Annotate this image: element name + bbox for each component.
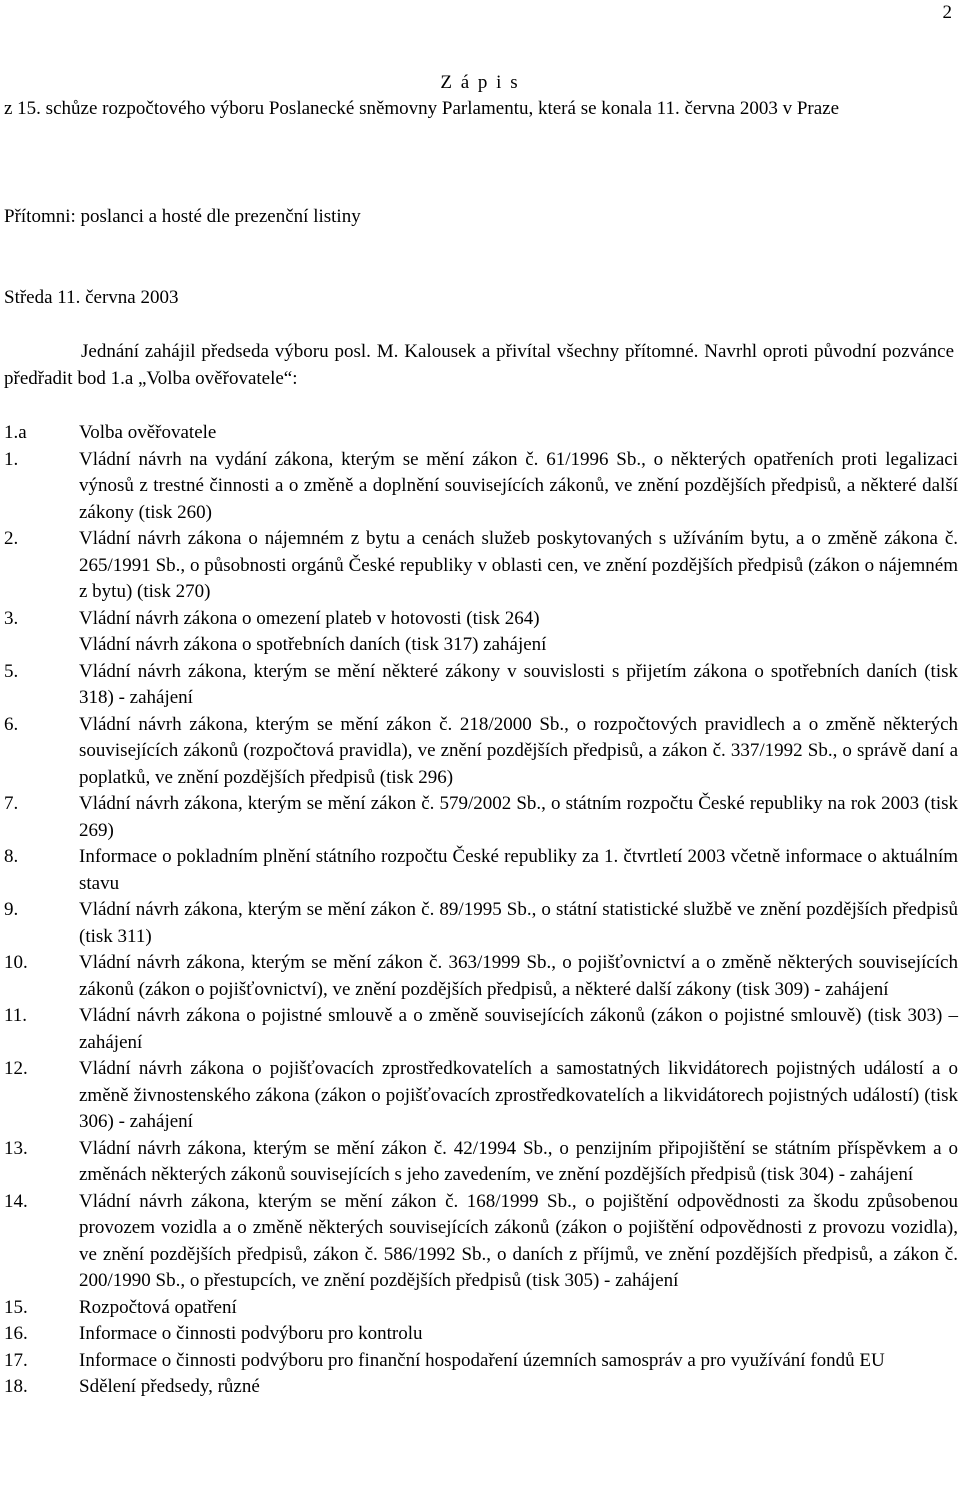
agenda-item-number: 5. <box>4 660 19 682</box>
agenda-item <box>4 526 958 606</box>
agenda-item-text: Vládní návrh zákona, kterým se mění zákon č. 218/2000 Sb., o rozpočtových pravidlech a o změně některých souvisejících zákonů (rozpočtová pravidla), ve znění pozdějších předpisů, a zákon č. 337/1992 Sb., o správě daní a poplatků, ve znění pozdějších předpisů (tisk 296) <box>79 713 958 788</box>
agenda-item <box>4 420 958 447</box>
intro-paragraph: Jednání zahájil předseda výboru posl. M. Kalousek a přivítal všechny přítomné. Navrhl oproti původní pozvánce předřadit bod 1.a „Volba ověřovatele“: <box>4 341 954 389</box>
agenda-item <box>4 1348 958 1375</box>
agenda-item <box>4 447 958 527</box>
agenda-item-text: Vládní návrh zákona o spotřebních daních (tisk 317) zahájení <box>79 634 547 655</box>
agenda-item-number: 3. <box>4 607 19 629</box>
agenda-item-text: Informace o pokladním plnění státního rozpočtu České republiky za 1. čtvrtletí 2003 včetně informace o aktuálním stavu <box>79 846 958 894</box>
agenda-item-number: 13. <box>4 1137 28 1159</box>
agenda-item <box>4 606 958 633</box>
attendance-line: Přítomni: poslanci a hosté dle prezenční listiny <box>4 206 361 227</box>
page-number: 2 <box>942 2 952 23</box>
meeting-date: Středa 11. června 2003 <box>4 287 179 308</box>
agenda-item <box>4 950 958 1003</box>
agenda-item-text: Vládní návrh zákona, kterým se mění zákon č. 168/1999 Sb., o pojištění odpovědnosti za škodu způsobenou provozem vozidla a o změně některých souvisejících zákonů (zákon o pojištění odpovědnosti z provozu vozidla), ve znění pozdějších předpisů, zákon č. 586/1992 Sb., o daních z příjmů, ve znění pozdějších předpisů, a zákon č. 200/1990 Sb., o přestupcích, ve znění pozdějších předpisů (tisk 305) - zahájení <box>79 1190 958 1291</box>
agenda-item <box>4 791 958 844</box>
agenda-item-text: Vládní návrh zákona o pojišťovacích zprostředkovatelích a samostatných likvidátorech pojistných událostí a o změně živnostenského zákona (zákon o pojišťovacích zprostředkovatelích a likvidátorech pojistných událostí) (tisk 306) - zahájení <box>79 1058 958 1132</box>
agenda-item-number: 16. <box>4 1323 28 1344</box>
agenda-item <box>4 1374 958 1401</box>
agenda-item <box>4 1003 958 1056</box>
agenda-item-number: 1. <box>4 448 19 470</box>
agenda-item-text: Volba ověřovatele <box>79 422 217 443</box>
agenda-item-text: Informace o činnosti podvýboru pro finanční hospodaření územních samospráv a pro využívání fondů EU <box>79 1349 885 1371</box>
agenda-item-text: Vládní návrh zákona o nájemném z bytu a cenách služeb poskytovaných s užíváním bytu, a o změně zákona č. 265/1991 Sb., o působnosti orgánů České republiky v oblasti cen, ve znění pozdějších předpisů (zákon o nájemném z bytu) (tisk 270) <box>79 528 958 602</box>
agenda-item-number: 1.a <box>4 422 27 443</box>
agenda-item-number: 2. <box>4 528 19 549</box>
agenda-item-text: Sdělení předsedy, různé <box>79 1376 260 1397</box>
agenda-item <box>4 712 958 792</box>
agenda-item-text: Informace o činnosti podvýboru pro kontrolu <box>79 1323 423 1344</box>
agenda-item-text: Vládní návrh zákona o omezení plateb v hotovosti (tisk 264) <box>79 607 540 629</box>
agenda-item <box>4 632 958 659</box>
agenda-item-number: 17. <box>4 1349 28 1371</box>
document-subtitle: z 15. schůze rozpočtového výboru Poslanecké sněmovny Parlamentu, která se konala 11. června 2003 v Praze <box>4 98 840 119</box>
agenda-item-number: 8. <box>4 846 19 867</box>
agenda-item-text: Vládní návrh zákona, kterým se mění zákon č. 363/1999 Sb., o pojišťovnictví a o změně některých souvisejících zákonů (zákon o pojišťovnictví), ve znění pozdějších předpisů, a některé další zákony (tisk 309) - zahájení <box>79 952 958 1000</box>
agenda-item <box>4 1295 958 1322</box>
agenda-item-number: 12. <box>4 1058 28 1079</box>
agenda-list <box>4 420 958 1401</box>
agenda-item-text: Vládní návrh na vydání zákona, kterým se mění zákon č. 61/1996 Sb., o některých opatřeních proti legalizaci výnosů z trestné činnosti a o změně a doplnění souvisejících zákonů, ve znění pozdějších předpisů, a některé další zákony (tisk 260) <box>79 448 958 523</box>
agenda-item-text: Vládní návrh zákona, kterým se mění zákon č. 89/1995 Sb., o státní statistické službě ve znění pozdějších předpisů (tisk 311) <box>79 899 958 947</box>
agenda-item-number: 15. <box>4 1296 28 1318</box>
agenda-item-text: Vládní návrh zákona, kterým se mění zákon č. 42/1994 Sb., o penzijním připojištění se státním příspěvkem a o změnách některých zákonů souvisejících s jeho zavedením, ve znění pozdějších předpisů (tisk 304) - zahájení <box>79 1137 958 1185</box>
agenda-item <box>4 1321 958 1348</box>
agenda-item <box>4 897 958 950</box>
agenda-item <box>4 844 958 897</box>
agenda-item-text: Vládní návrh zákona o pojistné smlouvě a o změně souvisejících zákonů (zákon o pojistné smlouvě) (tisk 303) – zahájení <box>79 1005 958 1053</box>
agenda-item <box>4 659 958 712</box>
agenda-item-text: Vládní návrh zákona, kterým se mění zákon č. 579/2002 Sb., o státním rozpočtu České republiky na rok 2003 (tisk 269) <box>79 793 958 841</box>
agenda-item <box>4 1189 958 1295</box>
agenda-item-number: 10. <box>4 952 28 973</box>
agenda-item-number: 9. <box>4 899 19 920</box>
agenda-item-number: 6. <box>4 713 19 735</box>
agenda-item-number: 11. <box>4 1005 28 1026</box>
agenda-item-number: 7. <box>4 793 19 814</box>
agenda-item-number: 18. <box>4 1376 28 1397</box>
agenda-item <box>4 1056 958 1136</box>
agenda-item-text: Rozpočtová opatření <box>79 1296 237 1318</box>
agenda-item <box>4 1136 958 1189</box>
agenda-item-text: Vládní návrh zákona, kterým se mění některé zákony v souvislosti s přijetím zákona o spotřebních daních (tisk 318) - zahájení <box>79 660 958 708</box>
document-title: Z á p i s <box>440 72 520 93</box>
agenda-item-number: 14. <box>4 1190 28 1212</box>
